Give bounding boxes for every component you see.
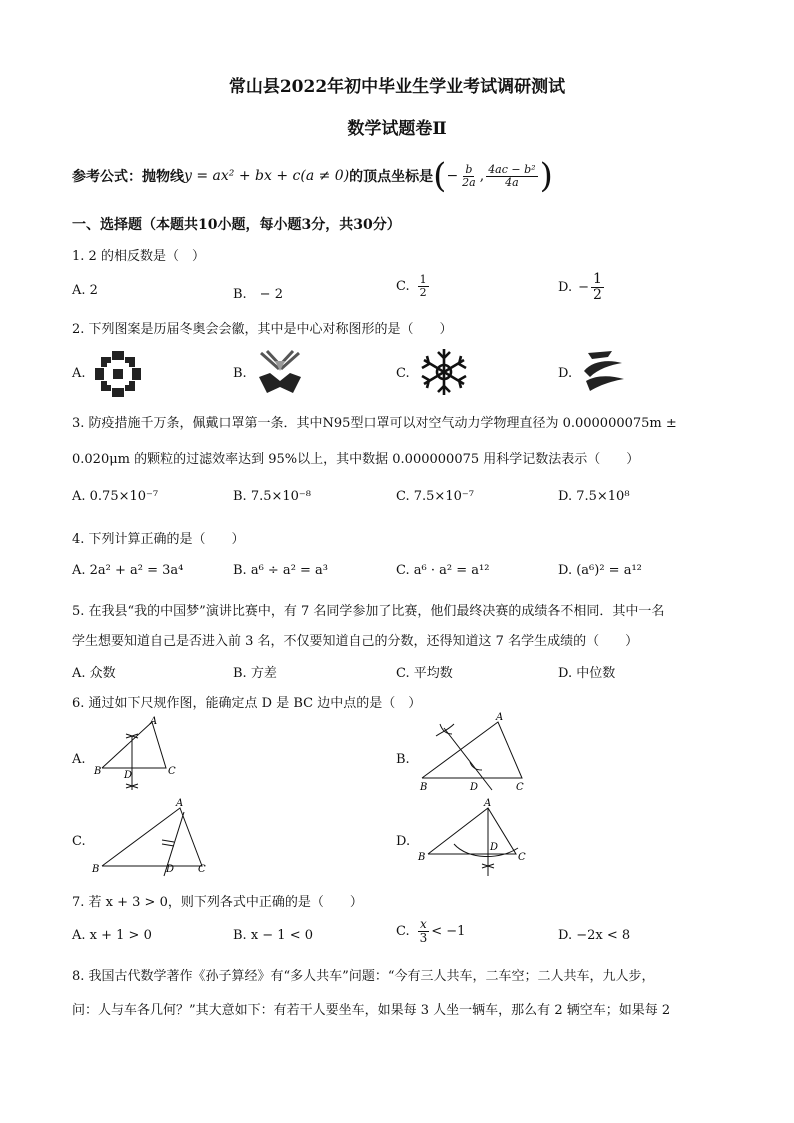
fig-d-label-a: A xyxy=(484,798,492,809)
q1-option-d: D. − $\frac{1}{2}$ xyxy=(558,271,602,303)
fig-d-label-c: C xyxy=(518,852,526,863)
q5-option-d: D. 中位数 xyxy=(558,666,616,681)
figure-b xyxy=(412,712,536,794)
q1-option-b: B. − 2 xyxy=(233,287,283,302)
q3-line2: 0.020μm 的颗粒的过滤效率达到 95%以上，其中数据 0.000000075 用科学记数法表示（ ） xyxy=(72,452,640,467)
paper-subtitle: 数学试题卷Ⅱ xyxy=(347,119,447,139)
emblem-a-icon xyxy=(93,349,143,399)
q7-option-c: C. $\frac{x}{3}$ < −1 xyxy=(396,917,466,945)
q6-option-c: C. xyxy=(72,834,86,849)
q3-option-b: B. 7.5×10⁻⁸ xyxy=(233,489,311,504)
fig-c-label-a: A xyxy=(176,798,184,809)
figure-c xyxy=(88,796,212,878)
q6-option-b: B. xyxy=(396,752,410,767)
fig-a-label-c: C xyxy=(168,766,176,777)
fig-a-label-d: D xyxy=(124,770,133,781)
figure-a xyxy=(88,716,184,796)
fig-b-label-d: D xyxy=(470,782,479,793)
q2-option-a: A. xyxy=(72,366,86,381)
paren-right: ) xyxy=(539,156,553,196)
q5-option-b: B. 方差 xyxy=(233,666,277,681)
q5-option-a: A. 众数 xyxy=(72,666,116,681)
q3-line1: 3. 防疫措施千万条，佩戴口罩第一条．其中N95型口罩可以对空气动力学物理直径为 0.000000075m ± xyxy=(72,416,677,431)
q2-option-d: D. xyxy=(558,366,573,381)
fig-b-label-b: B xyxy=(420,782,428,793)
q4-option-a: A. 2a² + a² = 3a⁴ xyxy=(72,563,184,578)
fig-a-label-a: A xyxy=(150,716,158,727)
emblem-b-icon xyxy=(255,347,305,399)
section-heading: 一、选择题（本题共10小题，每小题3分，共30分） xyxy=(72,217,401,233)
fig-c-label-c: C xyxy=(198,864,206,875)
fig-b-label-a: A xyxy=(496,712,504,723)
reference-formula: 参考公式：抛物线 y = ax² + bx + c(a ≠ 0) 的顶点坐标是 ( − $\frac{b}{2a}$ , $\frac{\text{4ac − b²}}{4a}$ ) xyxy=(72,156,553,196)
q7-option-d: D. −2x < 8 xyxy=(558,928,631,943)
q1-stem: 1. 2 的相反数是（ ） xyxy=(72,249,205,264)
q6-stem: 6. 通过如下尺规作图，能确定点 D 是 BC 边中点的是（ ） xyxy=(72,696,422,711)
vertex-x-fraction: $\frac{b}{2a}$ xyxy=(462,162,476,189)
fig-d-label-b: B xyxy=(418,852,426,863)
fig-d-label-d: D xyxy=(490,842,499,853)
q8-line2: 问：人与车各几何？”其大意如下：有若干人要坐车，如果每 3 人坐一辆车，那么有 2 辆空车；如果每 2 xyxy=(72,1003,671,1018)
q3-option-d: D. 7.5×10⁸ xyxy=(558,489,630,504)
q4-option-d: D. (a⁶)² = a¹² xyxy=(558,563,642,578)
q5-option-c: C. 平均数 xyxy=(396,666,453,681)
q6-option-d: D. xyxy=(396,834,411,849)
q2-stem: 2. 下列图案是历届冬奥会会徽，其中是中心对称图形的是（ ） xyxy=(72,322,453,337)
q2-option-c: C. xyxy=(396,366,410,381)
fig-c-label-b: B xyxy=(92,864,100,875)
formula-mid: 的顶点坐标是 xyxy=(349,169,434,185)
fig-a-label-b: B xyxy=(94,766,102,777)
figure-d xyxy=(416,796,532,880)
fig-b-label-c: C xyxy=(516,782,524,793)
formula-expr: y = ax² + bx + c(a ≠ 0) xyxy=(184,168,350,184)
q4-option-c: C. a⁶ · a² = a¹² xyxy=(396,563,490,578)
q4-option-b: B. a⁶ ÷ a² = a³ xyxy=(233,563,329,578)
q6-option-a: A. xyxy=(72,752,86,767)
paren-left: ( xyxy=(433,156,447,196)
emblem-d-icon xyxy=(578,349,628,397)
q5-line2: 学生想要知道自己是否进入前 3 名，不仅要知道自己的分数，还得知道这 7 名学生成绩的（ ） xyxy=(72,634,639,649)
q1-option-c: C. $\frac{1}{2}$ xyxy=(396,273,427,299)
q2-option-b: B. xyxy=(233,366,247,381)
q7-stem: 7. 若 x + 3 > 0，则下列各式中正确的是（ ） xyxy=(72,895,363,910)
q8-line1: 8. 我国古代数学著作《孙子算经》有“多人共车”问题：“今有三人共车，二车空；二人共车，九人步， xyxy=(72,969,655,984)
fig-c-label-d: D xyxy=(166,864,175,875)
paper-title: 常山县2022年初中毕业生学业考试调研测试 xyxy=(228,77,566,97)
q3-option-c: C. 7.5×10⁻⁷ xyxy=(396,489,474,504)
formula-prefix: 参考公式：抛物线 xyxy=(72,169,184,185)
q7-option-b: B. x − 1 < 0 xyxy=(233,928,314,943)
vertex-y-fraction: $\frac{\text{4ac − b²}}{4a}$ xyxy=(488,162,536,189)
q4-stem: 4. 下列计算正确的是（ ） xyxy=(72,532,245,547)
emblem-c-icon xyxy=(418,346,470,398)
q5-line1: 5. 在我县“我的中国梦”演讲比赛中，有 7 名同学参加了比赛，他们最终决赛的成绩各不相同．其中一名 xyxy=(72,604,665,619)
q7-option-a: A. x + 1 > 0 xyxy=(72,928,152,943)
q3-option-a: A. 0.75×10⁻⁷ xyxy=(72,489,159,504)
q1-option-a: A. 2 xyxy=(72,283,98,298)
